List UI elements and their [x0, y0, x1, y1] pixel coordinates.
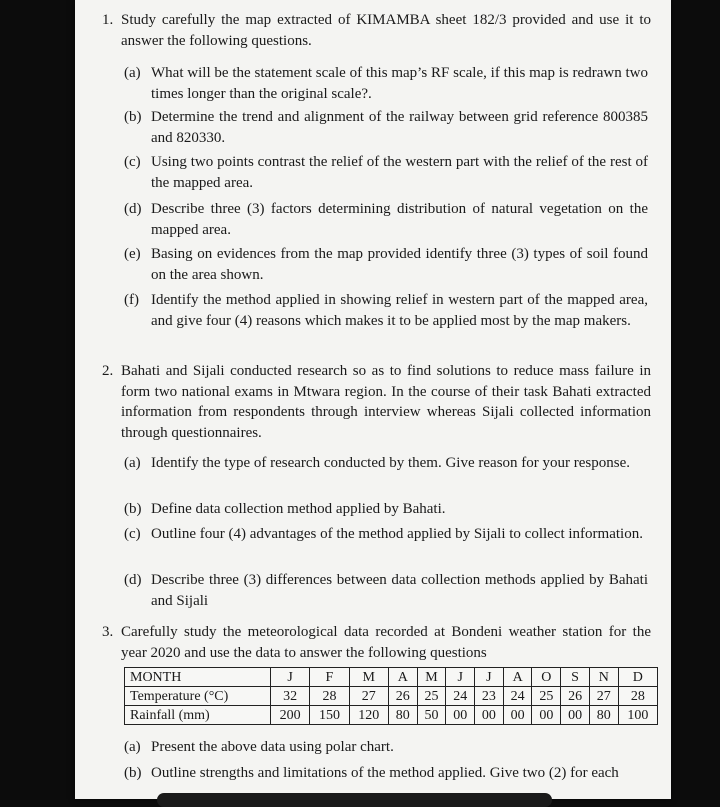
- month-cell: F: [310, 668, 349, 687]
- temperature-cell: 28: [310, 687, 349, 706]
- month-cell: M: [349, 668, 388, 687]
- part-text: Outline four (4) advantages of the method applied by Sijali to collect information.: [151, 526, 643, 542]
- exam-page: [75, 0, 671, 799]
- rainfall-cell: 200: [271, 706, 310, 725]
- part-label: (d): [124, 201, 142, 217]
- part-text: Describe three (3) differences between data collection methods applied by Bahati and Sijali: [151, 572, 648, 609]
- temperature-cell: 25: [417, 687, 446, 706]
- month-cell: M: [417, 668, 446, 687]
- rainfall-cell: 00: [503, 706, 532, 725]
- question-number: 3.: [102, 624, 114, 640]
- part-label: (c): [124, 526, 141, 542]
- rainfall-cell: 80: [388, 706, 417, 725]
- rainfall-cell: 120: [349, 706, 388, 725]
- temperature-cell: 26: [561, 687, 590, 706]
- question-number: 2.: [102, 363, 114, 379]
- part-text: Identify the type of research conducted by them. Give reason for your response.: [151, 455, 630, 471]
- part-label: (e): [124, 246, 141, 262]
- part-text: Identify the method applied in showing relief in western part of the mapped area, and give four (4) reasons which makes it to be applied most by the map makers.: [151, 292, 648, 329]
- meteorological-data-table: [124, 667, 658, 725]
- month-cell: D: [618, 668, 657, 687]
- rainfall-cell: 150: [310, 706, 349, 725]
- part-label: (b): [124, 501, 142, 517]
- series-label: Rainfall (mm): [125, 706, 271, 725]
- question-text: Study carefully the map extracted of KIMAMBA sheet 182/3 provided and use it to answer the following questions.: [121, 12, 651, 49]
- temperature-cell: 24: [446, 687, 475, 706]
- table-header-row: [125, 668, 658, 687]
- part-text: Present the above data using polar chart.: [151, 739, 394, 755]
- bottom-navigation-bar[interactable]: [157, 793, 552, 807]
- part-label: (c): [124, 154, 141, 170]
- part-text: Describe three (3) factors determining distribution of natural vegetation on the mapped area.: [151, 201, 648, 238]
- table-header-cell: MONTH: [125, 668, 271, 687]
- temperature-cell: 27: [349, 687, 388, 706]
- part-label: (a): [124, 455, 141, 471]
- temperature-cell: 26: [388, 687, 417, 706]
- rainfall-cell: 50: [417, 706, 446, 725]
- month-cell: O: [532, 668, 561, 687]
- temperature-cell: 23: [475, 687, 504, 706]
- temperature-cell: 24: [503, 687, 532, 706]
- question-text: Bahati and Sijali conducted research so as to find solutions to reduce mass failure in form two national exams in Mtwara region. In the course of their task Bahati extracted information from respondents through interview whereas Sijali collected information through questionnaires.: [121, 363, 651, 441]
- table-row: [125, 687, 658, 706]
- question-number: 1.: [102, 12, 114, 28]
- rainfall-cell: 100: [618, 706, 657, 725]
- temperature-cell: 28: [618, 687, 657, 706]
- part-label: (d): [124, 572, 142, 588]
- month-cell: A: [503, 668, 532, 687]
- question-text: Carefully study the meteorological data recorded at Bondeni weather station for the year 2020 and use the data to answer the following questions: [121, 624, 651, 661]
- part-label: (b): [124, 109, 142, 125]
- part-label: (f): [124, 292, 139, 308]
- month-cell: J: [446, 668, 475, 687]
- part-text: Basing on evidences from the map provided identify three (3) types of soil found on the area shown.: [151, 246, 648, 283]
- rainfall-cell: 00: [446, 706, 475, 725]
- month-cell: J: [271, 668, 310, 687]
- month-cell: A: [388, 668, 417, 687]
- temperature-cell: 25: [532, 687, 561, 706]
- series-label: Temperature (°C): [125, 687, 271, 706]
- month-cell: J: [475, 668, 504, 687]
- rainfall-cell: 00: [475, 706, 504, 725]
- part-label: (b): [124, 765, 142, 781]
- temperature-cell: 27: [589, 687, 618, 706]
- part-text: What will be the statement scale of this map’s RF scale, if this map is redrawn two times longer than the original scale?.: [151, 65, 648, 102]
- month-cell: S: [561, 668, 590, 687]
- part-label: (a): [124, 65, 141, 81]
- temperature-cell: 32: [271, 687, 310, 706]
- part-text: Determine the trend and alignment of the railway between grid reference 800385 and 820330.: [151, 109, 648, 146]
- rainfall-cell: 00: [532, 706, 561, 725]
- part-text: Outline strengths and limitations of the method applied. Give two (2) for each: [151, 765, 619, 781]
- part-label: (a): [124, 739, 141, 755]
- rainfall-cell: 00: [561, 706, 590, 725]
- table-row: [125, 706, 658, 725]
- rainfall-cell: 80: [589, 706, 618, 725]
- month-cell: N: [589, 668, 618, 687]
- part-text: Define data collection method applied by Bahati.: [151, 501, 446, 517]
- part-text: Using two points contrast the relief of the western part with the relief of the rest of the mapped area.: [151, 154, 648, 191]
